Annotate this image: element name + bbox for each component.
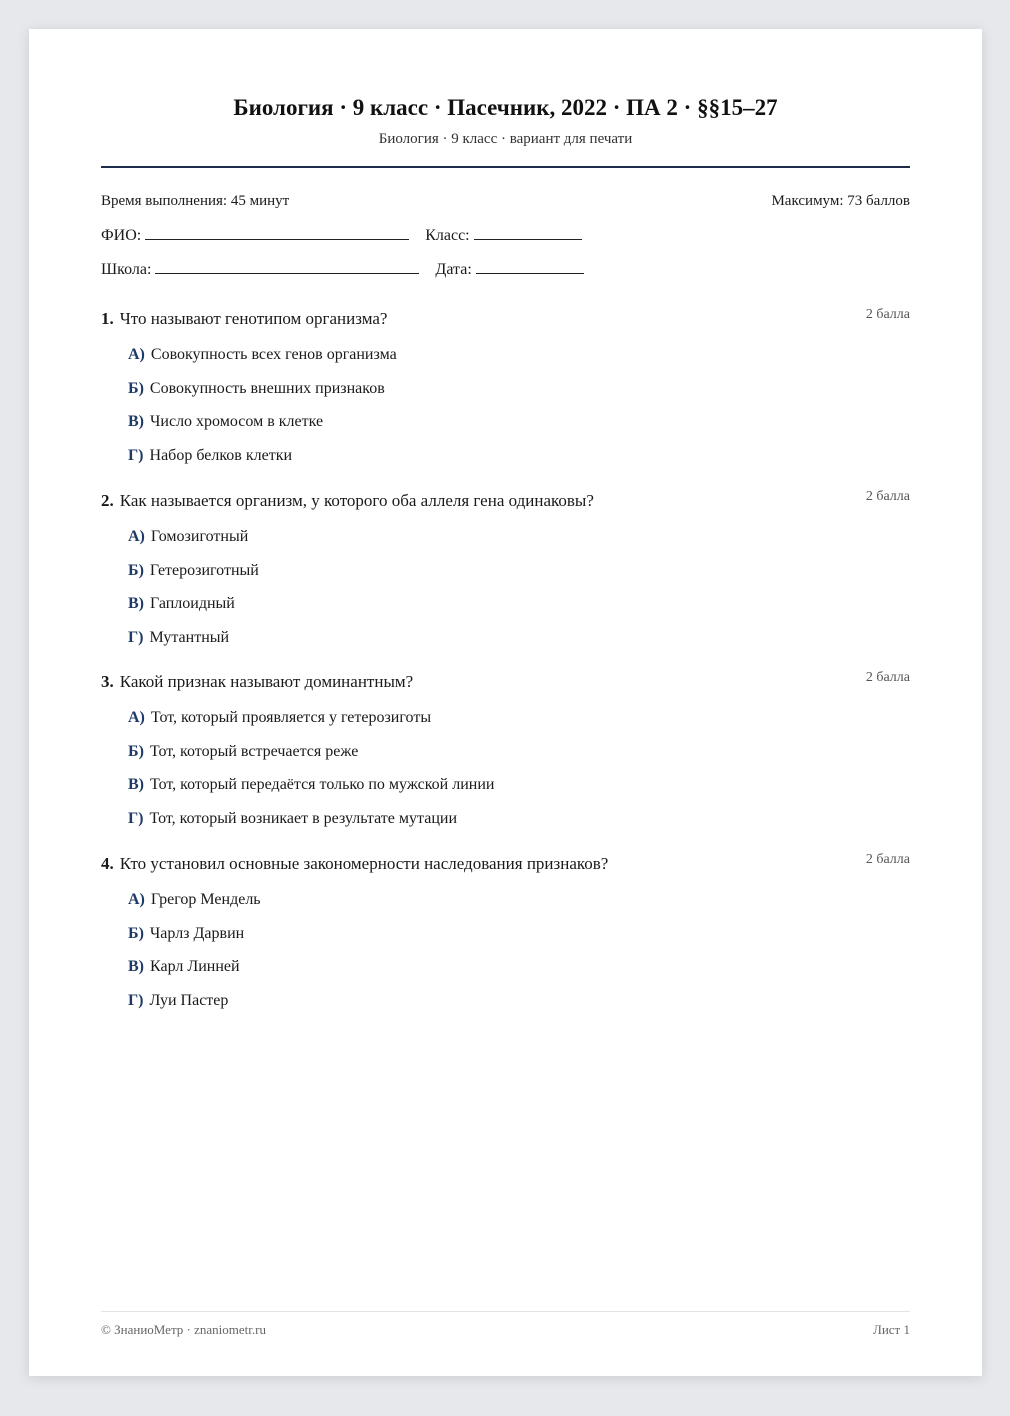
question-number: 4. — [101, 854, 114, 873]
question-text: Какой признак называют доминантным? — [119, 672, 414, 691]
answer-options — [101, 525, 910, 659]
option-text: Тот, который встречается реже — [149, 742, 359, 760]
option-letter: В) — [128, 776, 144, 793]
option-letter: В) — [128, 958, 144, 975]
option-text: Гетерозиготный — [149, 561, 259, 579]
question-text: Как называется организм, у которого оба аллеля гена одинаковы? — [119, 491, 594, 510]
answer-option-g — [128, 626, 910, 660]
option-letter: А) — [128, 891, 145, 908]
option-letter: Г) — [128, 446, 144, 464]
option-letter: Б) — [128, 742, 144, 760]
school-blank-line — [155, 259, 419, 274]
question-number: 2. — [101, 491, 114, 510]
option-letter: Б) — [128, 924, 144, 942]
option-letter: Г) — [128, 991, 144, 1009]
question-number: 1. — [101, 309, 114, 328]
option-text: Число хромосом в клетке — [150, 413, 324, 430]
time-limit: Время выполнения: 45 минут — [101, 193, 290, 209]
option-letter: Г) — [128, 628, 144, 646]
option-text: Карл Линней — [150, 958, 240, 975]
school-label: Школа: — [101, 261, 152, 278]
fio-blank-line — [145, 225, 409, 240]
date-blank-line — [476, 259, 584, 274]
option-text: Тот, который возникает в результате мутации — [149, 809, 457, 827]
option-letter: В) — [128, 413, 144, 430]
option-text: Мутантный — [149, 628, 230, 646]
question-4 — [101, 854, 910, 1022]
page-subtitle: Биология · 9 класс · вариант для печати — [378, 131, 633, 147]
header-divider — [101, 166, 910, 168]
question-header — [101, 309, 910, 333]
answer-option-a — [128, 706, 910, 740]
option-text: Гомозиготный — [150, 528, 249, 545]
question-header — [101, 491, 910, 515]
answer-option-v — [128, 955, 910, 989]
answer-option-g — [128, 444, 910, 478]
test-sheet — [29, 29, 982, 1376]
question-points: 2 балла — [865, 852, 910, 867]
answer-options — [101, 888, 910, 1022]
max-score: Максимум: 73 баллов — [771, 193, 910, 209]
option-text: Грегор Мендель — [150, 891, 261, 908]
question-3 — [101, 672, 910, 840]
class-blank-line — [474, 225, 582, 240]
question-1 — [101, 309, 910, 477]
page-number: Лист 1 — [873, 1322, 910, 1337]
option-letter: В) — [128, 595, 144, 612]
fio-label: ФИО: — [101, 227, 142, 244]
option-text: Луи Пастер — [149, 991, 229, 1009]
option-letter: А) — [128, 346, 145, 363]
student-fields-row-2 — [101, 259, 596, 279]
answer-option-g — [128, 807, 910, 841]
class-label: Класс: — [425, 227, 470, 244]
answer-options — [101, 343, 910, 477]
question-points: 2 балла — [865, 489, 910, 504]
date-label: Дата: — [435, 261, 472, 278]
option-letter: Б) — [128, 379, 144, 397]
option-text: Набор белков клетки — [149, 446, 293, 464]
question-text: Кто установил основные закономерности наследования признаков? — [119, 854, 609, 873]
page-footer — [101, 1322, 910, 1338]
answer-option-v — [128, 773, 910, 807]
option-letter: Г) — [128, 809, 144, 827]
option-letter: А) — [128, 528, 145, 545]
answer-option-a — [128, 525, 910, 559]
answer-options — [101, 706, 910, 840]
answer-option-v — [128, 410, 910, 444]
answer-option-b — [128, 922, 910, 956]
question-points: 2 балла — [865, 670, 910, 685]
option-text: Совокупность внешних признаков — [149, 379, 385, 397]
question-2 — [101, 491, 910, 659]
answer-option-g — [128, 989, 910, 1023]
answer-option-a — [128, 888, 910, 922]
question-header — [101, 854, 910, 878]
option-text: Тот, который передаётся только по мужской линии — [150, 776, 495, 793]
option-letter: А) — [128, 709, 145, 726]
question-points: 2 балла — [865, 307, 910, 322]
option-text: Совокупность всех генов организма — [150, 346, 397, 363]
student-fields-row-1 — [101, 225, 594, 245]
page-title: Биология · 9 класс · Пасечник, 2022 · ПА 2 · §§15–27 — [233, 95, 778, 120]
option-letter: Б) — [128, 561, 144, 579]
option-text: Гаплоидный — [150, 595, 235, 612]
answer-option-b — [128, 377, 910, 411]
answer-option-v — [128, 592, 910, 626]
question-header — [101, 672, 910, 696]
footer-divider — [101, 1311, 910, 1312]
option-text: Чарлз Дарвин — [149, 924, 245, 942]
sheet-content — [101, 29, 910, 1376]
question-number: 3. — [101, 672, 114, 691]
answer-option-a — [128, 343, 910, 377]
option-text: Тот, который проявляется у гетерозиготы — [150, 709, 432, 726]
question-text: Что называют генотипом организма? — [119, 309, 388, 328]
answer-option-b — [128, 740, 910, 774]
footer-copyright: © ЗнаниоМетр · znaniometr.ru — [101, 1322, 266, 1337]
meta-row — [101, 193, 910, 210]
answer-option-b — [128, 559, 910, 593]
